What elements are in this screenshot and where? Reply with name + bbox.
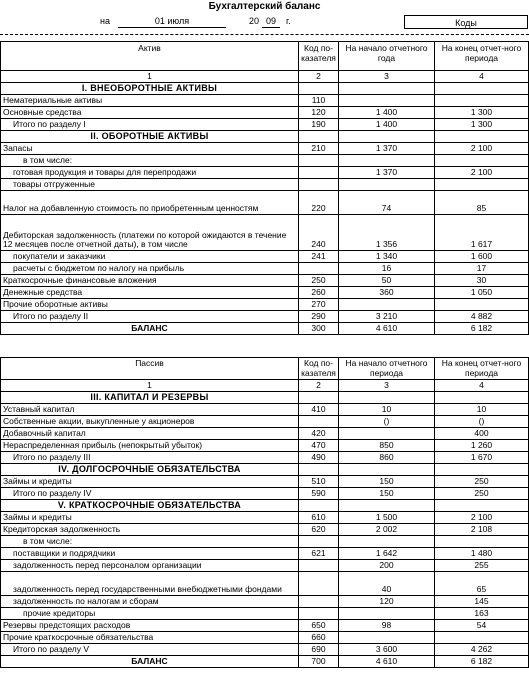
row-code xyxy=(299,392,339,404)
row-label: Собственные акции, выкупленные у акционеров xyxy=(1,416,299,428)
row-start-value: 16 xyxy=(339,263,435,275)
row-code xyxy=(299,572,339,596)
row-end-value: 2 100 xyxy=(435,167,529,179)
balance-total-row xyxy=(1,656,529,668)
asset-table xyxy=(0,41,529,335)
row-code: 420 xyxy=(299,428,339,440)
col-header-start: На начало отчетного периода xyxy=(339,358,435,380)
table-row xyxy=(1,167,529,179)
row-start-value: 74 xyxy=(339,191,435,215)
col-number: 3 xyxy=(339,380,435,392)
row-code: 610 xyxy=(299,512,339,524)
row-code: 270 xyxy=(299,299,339,311)
row-code: 410 xyxy=(299,404,339,416)
row-label: Краткосрочные финансовые вложения xyxy=(1,275,299,287)
col-header-code: Код по-казателя xyxy=(299,42,339,71)
row-start-value: 120 xyxy=(339,596,435,608)
table-row xyxy=(1,452,529,464)
row-end-value: 6 182 xyxy=(435,323,529,335)
row-end-value: 1 300 xyxy=(435,119,529,131)
row-start-value xyxy=(339,155,435,167)
row-code xyxy=(299,83,339,95)
table-row xyxy=(1,107,529,119)
table-row xyxy=(1,548,529,560)
row-end-value: 30 xyxy=(435,275,529,287)
row-end-value: 250 xyxy=(435,488,529,500)
row-label: Денежные средства xyxy=(1,287,299,299)
col-header-start: На начало отчетного года xyxy=(339,42,435,71)
row-label: Основные средства xyxy=(1,107,299,119)
row-label: готовая продукция и товары для перепродажи xyxy=(1,167,299,179)
row-start-value xyxy=(339,95,435,107)
row-start-value: 1 370 xyxy=(339,143,435,155)
row-end-value: 163 xyxy=(435,608,529,620)
row-end-value: 255 xyxy=(435,560,529,572)
row-code: 470 xyxy=(299,440,339,452)
row-code: 490 xyxy=(299,452,339,464)
section-header-row xyxy=(1,500,529,512)
table-row xyxy=(1,512,529,524)
col-number: 1 xyxy=(1,380,299,392)
row-label: Итого по разделу V xyxy=(1,644,299,656)
row-code: 690 xyxy=(299,644,339,656)
row-end-value xyxy=(435,95,529,107)
row-code xyxy=(299,596,339,608)
table-row xyxy=(1,524,529,536)
row-end-value: 6 182 xyxy=(435,656,529,668)
table-row xyxy=(1,251,529,263)
row-start-value xyxy=(339,536,435,548)
row-code xyxy=(299,167,339,179)
row-end-value xyxy=(435,131,529,143)
row-label: Запасы xyxy=(1,143,299,155)
date-value: 01 июля xyxy=(154,16,190,26)
row-label: поставщики и подрядчики xyxy=(1,548,299,560)
row-code: 110 xyxy=(299,95,339,107)
row-label: Займы и кредиты xyxy=(1,512,299,524)
col-number: 4 xyxy=(435,71,529,83)
row-start-value: 150 xyxy=(339,488,435,500)
col-number: 3 xyxy=(339,71,435,83)
row-start-value: 1 642 xyxy=(339,548,435,560)
row-end-value: 4 262 xyxy=(435,644,529,656)
col-header-asset: Актив xyxy=(1,42,299,71)
row-start-value xyxy=(339,131,435,143)
row-end-value: 1 050 xyxy=(435,287,529,299)
table-row xyxy=(1,428,529,440)
row-code: 240 xyxy=(299,215,339,251)
table-row xyxy=(1,476,529,488)
section-title: I. ВНЕОБОРОТНЫЕ АКТИВЫ xyxy=(1,83,299,95)
row-code xyxy=(299,464,339,476)
row-end-value xyxy=(435,155,529,167)
table-row xyxy=(1,572,529,596)
col-header-end: На конец отчет-ного периода xyxy=(435,42,529,71)
row-label: расчеты с бюджетом по налогу на прибыль xyxy=(1,263,299,275)
row-code xyxy=(299,179,339,191)
row-code: 210 xyxy=(299,143,339,155)
table-row xyxy=(1,644,529,656)
table-row xyxy=(1,536,529,548)
row-end-value: () xyxy=(435,416,529,428)
table-row xyxy=(1,620,529,632)
section-title: V. КРАТКОСРОЧНЫЕ ОБЯЗАТЕЛЬСТВА xyxy=(1,500,299,512)
row-end-value: 1 480 xyxy=(435,548,529,560)
row-end-value: 17 xyxy=(435,263,529,275)
row-label: задолженность перед персоналом организации xyxy=(1,560,299,572)
row-label: задолженность по налогам и сборам xyxy=(1,596,299,608)
row-start-value: 3 600 xyxy=(339,644,435,656)
row-end-value: 145 xyxy=(435,596,529,608)
table-row xyxy=(1,299,529,311)
row-code: 650 xyxy=(299,620,339,632)
row-end-value: 65 xyxy=(435,572,529,596)
row-start-value: 860 xyxy=(339,452,435,464)
row-end-value: 1 670 xyxy=(435,452,529,464)
row-label: Добавочный капитал xyxy=(1,428,299,440)
row-label: Кредиторская задолженность xyxy=(1,524,299,536)
row-label: покупатели и заказчики xyxy=(1,251,299,263)
row-start-value xyxy=(339,392,435,404)
section-header-row xyxy=(1,392,529,404)
table-row xyxy=(1,275,529,287)
row-code: 241 xyxy=(299,251,339,263)
row-code xyxy=(299,131,339,143)
col-header-liability: Пассив xyxy=(1,358,299,380)
row-start-value xyxy=(339,500,435,512)
table-row xyxy=(1,416,529,428)
row-start-value xyxy=(339,299,435,311)
row-end-value: 10 xyxy=(435,404,529,416)
row-label: БАЛАНС xyxy=(1,323,299,335)
row-code: 621 xyxy=(299,548,339,560)
row-start-value: 1 370 xyxy=(339,167,435,179)
table-row xyxy=(1,191,529,215)
row-code xyxy=(299,155,339,167)
row-label: Резервы предстоящих расходов xyxy=(1,620,299,632)
row-start-value: 98 xyxy=(339,620,435,632)
col-number: 1 xyxy=(1,71,299,83)
col-header-end: На конец отчет-ного периода xyxy=(435,358,529,380)
row-end-value: 1 260 xyxy=(435,440,529,452)
row-label: Налог на добавленную стоимость по приобретенным ценностям xyxy=(1,191,299,215)
row-code: 700 xyxy=(299,656,339,668)
col-number: 2 xyxy=(299,380,339,392)
row-start-value: 1 356 xyxy=(339,215,435,251)
row-label: Итого по разделу I xyxy=(1,119,299,131)
table-row xyxy=(1,215,529,251)
section-title: III. КАПИТАЛ И РЕЗЕРВЫ xyxy=(1,392,299,404)
year-prefix: 20 xyxy=(249,16,260,26)
row-code: 220 xyxy=(299,191,339,215)
row-start-value: 4 610 xyxy=(339,323,435,335)
table-row xyxy=(1,263,529,275)
row-label: Займы и кредиты xyxy=(1,476,299,488)
row-code xyxy=(299,608,339,620)
row-code xyxy=(299,263,339,275)
row-end-value: 54 xyxy=(435,620,529,632)
row-end-value xyxy=(435,464,529,476)
row-end-value xyxy=(435,392,529,404)
row-start-value: 850 xyxy=(339,440,435,452)
table-row xyxy=(1,488,529,500)
row-start-value xyxy=(339,428,435,440)
table-row xyxy=(1,596,529,608)
row-end-value: 1 300 xyxy=(435,107,529,119)
table-row xyxy=(1,287,529,299)
section-header-row xyxy=(1,464,529,476)
row-label: БАЛАНС xyxy=(1,656,299,668)
row-label: Уставный капитал xyxy=(1,404,299,416)
row-end-value: 1 600 xyxy=(435,251,529,263)
row-code: 590 xyxy=(299,488,339,500)
col-header-code: Код по-казателя xyxy=(299,358,339,380)
section-title: IV. ДОЛГОСРОЧНЫЕ ОБЯЗАТЕЛЬСТВА xyxy=(1,464,299,476)
row-code: 660 xyxy=(299,632,339,644)
section-title: II. ОБОРОТНЫЕ АКТИВЫ xyxy=(1,131,299,143)
row-end-value: 2 100 xyxy=(435,143,529,155)
col-number: 2 xyxy=(299,71,339,83)
row-start-value: 200 xyxy=(339,560,435,572)
table-row xyxy=(1,95,529,107)
row-start-value: 2 002 xyxy=(339,524,435,536)
row-label: Прочие оборотные активы xyxy=(1,299,299,311)
document-title: Бухгалтерский баланс xyxy=(208,1,321,12)
row-start-value: 50 xyxy=(339,275,435,287)
row-code: 190 xyxy=(299,119,339,131)
row-code: 120 xyxy=(299,107,339,119)
row-end-value: 2 100 xyxy=(435,512,529,524)
row-code: 300 xyxy=(299,323,339,335)
row-code: 510 xyxy=(299,476,339,488)
row-end-value: 2 108 xyxy=(435,524,529,536)
row-start-value xyxy=(339,632,435,644)
row-start-value: 150 xyxy=(339,476,435,488)
row-start-value: 10 xyxy=(339,404,435,416)
table-row xyxy=(1,179,529,191)
row-label: Итого по разделу III xyxy=(1,452,299,464)
balance-total-row xyxy=(1,323,529,335)
codes-box: Коды xyxy=(404,15,528,29)
row-start-value: 1 400 xyxy=(339,107,435,119)
table-row xyxy=(1,608,529,620)
table-row xyxy=(1,311,529,323)
row-code xyxy=(299,536,339,548)
row-code: 250 xyxy=(299,275,339,287)
table-row xyxy=(1,560,529,572)
row-end-value xyxy=(435,299,529,311)
year-value: 09 xyxy=(265,16,276,26)
row-end-value xyxy=(435,83,529,95)
table-row xyxy=(1,440,529,452)
row-label: товары отгруженные xyxy=(1,179,299,191)
row-end-value: 1 617 xyxy=(435,215,529,251)
row-code xyxy=(299,560,339,572)
row-end-value xyxy=(435,179,529,191)
liability-table xyxy=(0,357,529,668)
section-header-row xyxy=(1,83,529,95)
row-start-value: 1 400 xyxy=(339,119,435,131)
section-header-row xyxy=(1,131,529,143)
table-row xyxy=(1,155,529,167)
row-start-value: 40 xyxy=(339,572,435,596)
table-row xyxy=(1,632,529,644)
row-start-value: () xyxy=(339,416,435,428)
row-label: Прочие краткосрочные обязательства xyxy=(1,632,299,644)
year-suffix: г. xyxy=(286,16,291,26)
row-start-value xyxy=(339,179,435,191)
table-row xyxy=(1,404,529,416)
col-number: 4 xyxy=(435,380,529,392)
row-label: Итого по разделу IV xyxy=(1,488,299,500)
row-start-value xyxy=(339,608,435,620)
row-label: Итого по разделу II xyxy=(1,311,299,323)
row-code: 290 xyxy=(299,311,339,323)
row-end-value: 85 xyxy=(435,191,529,215)
row-end-value xyxy=(435,500,529,512)
row-label: Нераспределенная прибыль (непокрытый убыток) xyxy=(1,440,299,452)
row-start-value: 1 500 xyxy=(339,512,435,524)
row-end-value: 4 882 xyxy=(435,311,529,323)
row-code xyxy=(299,416,339,428)
row-label: задолженность перед государственными внебюджетными фондами xyxy=(1,572,299,596)
row-code: 620 xyxy=(299,524,339,536)
table-row xyxy=(1,143,529,155)
row-end-value: 400 xyxy=(435,428,529,440)
row-end-value xyxy=(435,632,529,644)
row-start-value xyxy=(339,464,435,476)
row-start-value: 360 xyxy=(339,287,435,299)
row-label: Дебиторская задолженность (платежи по которой ожидаются в течение 12 месяцев после отчетной даты), в том числе xyxy=(1,215,299,251)
row-label: в том числе: xyxy=(1,155,299,167)
date-prefix: на xyxy=(100,16,110,26)
row-label: в том числе: xyxy=(1,536,299,548)
row-end-value: 250 xyxy=(435,476,529,488)
row-end-value xyxy=(435,536,529,548)
row-label: прочие кредиторы xyxy=(1,608,299,620)
table-row xyxy=(1,119,529,131)
row-code: 260 xyxy=(299,287,339,299)
row-start-value xyxy=(339,83,435,95)
row-start-value: 3 210 xyxy=(339,311,435,323)
row-code xyxy=(299,500,339,512)
row-start-value: 1 340 xyxy=(339,251,435,263)
row-label: Нематериальные активы xyxy=(1,95,299,107)
row-start-value: 4 610 xyxy=(339,656,435,668)
